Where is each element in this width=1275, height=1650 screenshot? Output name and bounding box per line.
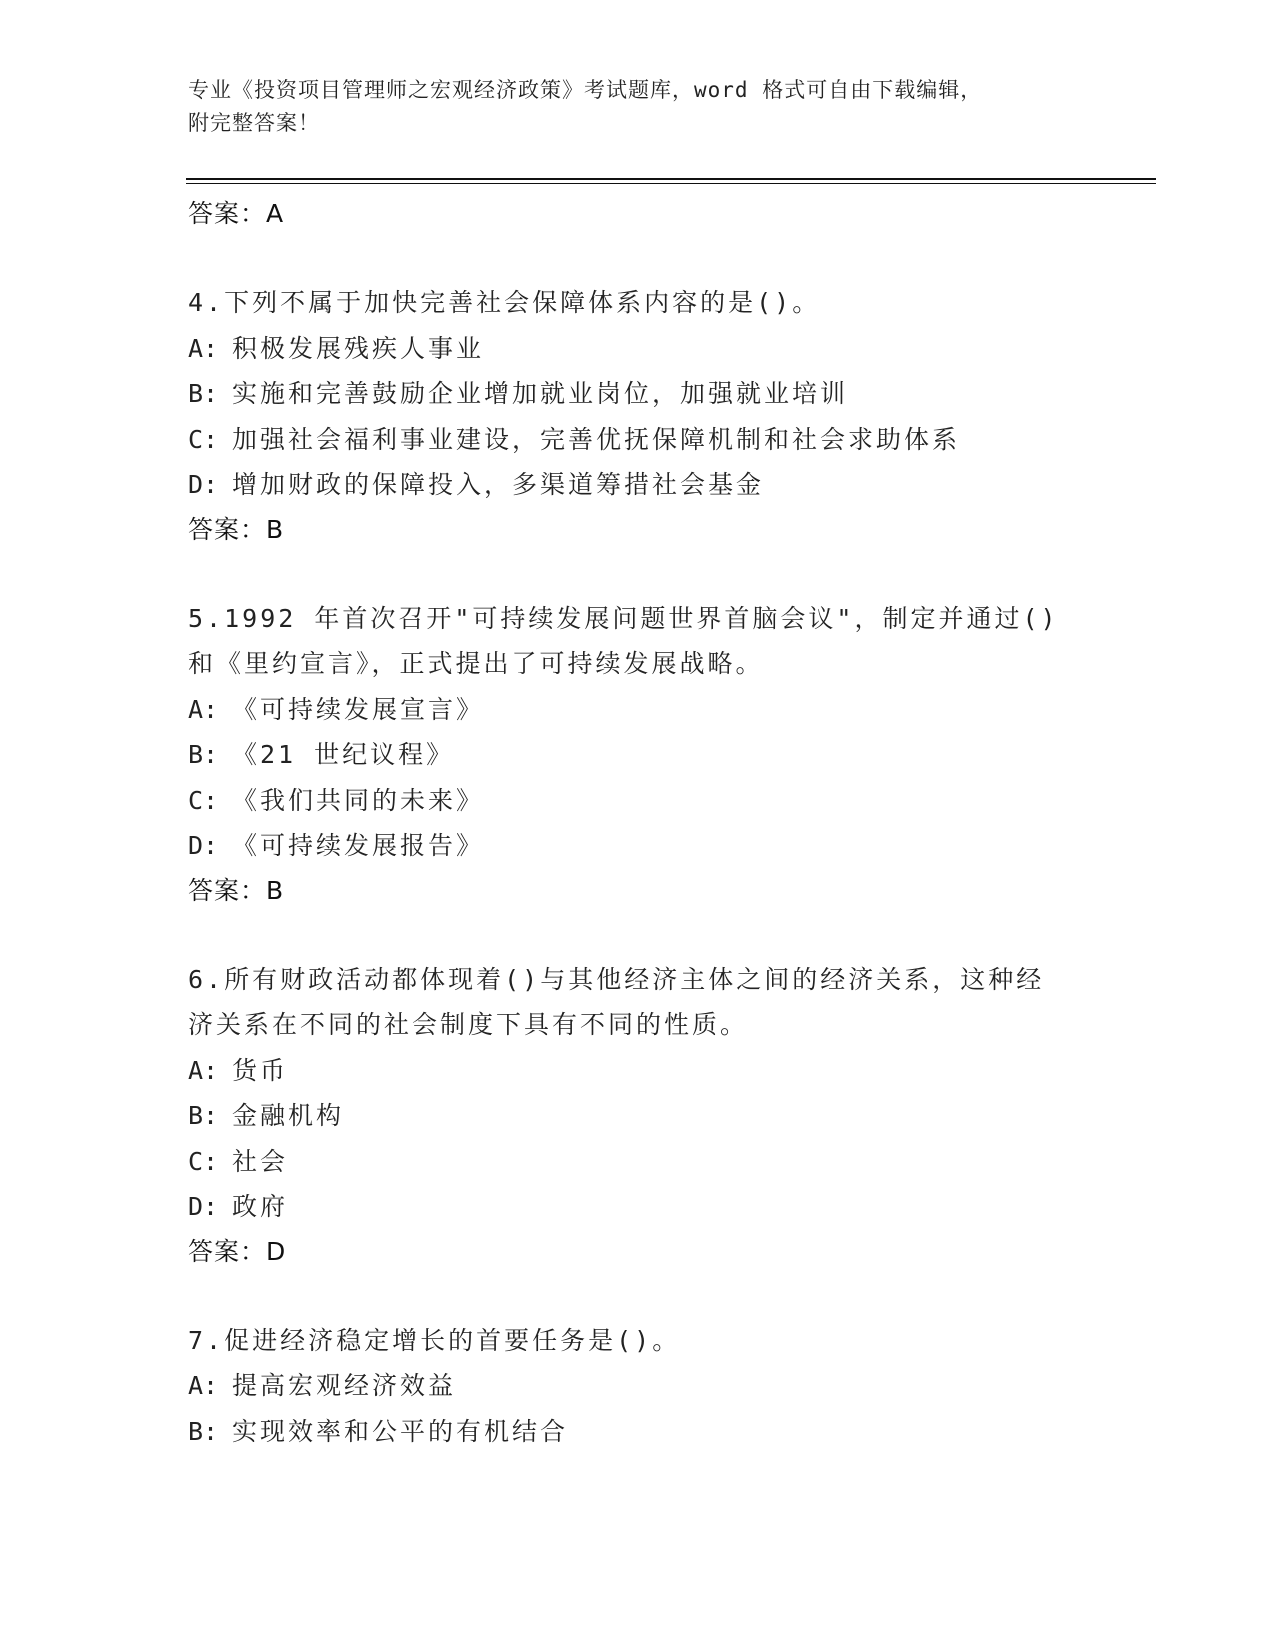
question-text: 5.1992 年首次召开"可持续发展问题世界首脑会议"，制定并通过()和《里约宣言》，正式提出了可持续发展战略。	[188, 603, 1059, 678]
header-line-1: 专业《投资项目管理师之宏观经济政策》考试题库，word 格式可自由下载编辑，	[188, 78, 983, 102]
question-item	[188, 1318, 1108, 1455]
option-letter: C:	[188, 1146, 219, 1176]
option-text: 《21 世纪议程》	[232, 740, 455, 769]
option-text: 《可持续发展报告》	[232, 831, 485, 860]
option-text: 《可持续发展宣言》	[232, 694, 485, 724]
option-text: 货币	[232, 1055, 289, 1085]
option-letter: B:	[188, 740, 219, 769]
document-header	[188, 74, 1088, 140]
option-letter: D:	[188, 470, 219, 499]
option-text: 增加财政的保障投入，多渠道筹措社会基金	[232, 470, 765, 499]
header-line-2: 附完整答案！	[188, 111, 320, 135]
option-letter: D:	[188, 1192, 219, 1221]
question-item	[188, 957, 1108, 1274]
header-rule-thin	[186, 183, 1156, 184]
answer-line: 答案：D	[188, 1236, 287, 1266]
option-item	[188, 823, 1108, 869]
question-item	[188, 596, 1108, 913]
option-item	[188, 1139, 1108, 1185]
option-item	[188, 1363, 1108, 1409]
option-item	[188, 1184, 1108, 1230]
option-item	[188, 417, 1108, 463]
question-text: 4.下列不属于加快完善社会保障体系内容的是()。	[188, 288, 821, 317]
question-text: 6.所有财政活动都体现着()与其他经济主体之间的经济关系，这种经济关系在不同的社会制度下具有不同的性质。	[188, 964, 1045, 1039]
option-letter: C:	[188, 785, 219, 815]
question-item	[188, 280, 1108, 552]
option-text: 积极发展残疾人事业	[232, 333, 485, 363]
option-letter: B:	[188, 1101, 219, 1130]
option-item	[188, 326, 1108, 372]
answer-line: 答案：A	[188, 199, 285, 228]
option-letter: C:	[188, 424, 219, 454]
option-text: 提高宏观经济效益	[232, 1371, 457, 1400]
option-letter: D:	[188, 831, 219, 860]
option-letter: A:	[188, 333, 219, 363]
option-item	[188, 1093, 1108, 1139]
option-letter: B:	[188, 1416, 219, 1446]
option-item	[188, 687, 1108, 733]
option-text: 实现效率和公平的有机结合	[232, 1416, 569, 1446]
option-item	[188, 1048, 1108, 1094]
option-letter: A:	[188, 694, 219, 724]
answer-line: 答案：B	[188, 514, 285, 544]
option-item	[188, 371, 1108, 417]
option-text: 实施和完善鼓励企业增加就业岗位，加强就业培训	[232, 379, 849, 408]
option-item	[188, 732, 1108, 778]
question-text: 7.促进经济稳定增长的首要任务是()。	[188, 1325, 681, 1355]
option-text: 社会	[232, 1146, 289, 1176]
option-letter: B:	[188, 379, 219, 408]
option-text: 加强社会福利事业建设，完善优抚保障机制和社会求助体系	[232, 424, 961, 454]
option-text: 金融机构	[232, 1101, 345, 1130]
answer-line: 答案：B	[188, 875, 285, 905]
header-rule-thick	[186, 178, 1156, 180]
option-letter: A:	[188, 1371, 219, 1400]
option-text: 政府	[232, 1192, 289, 1221]
option-text: 《我们共同的未来》	[232, 785, 485, 815]
option-item	[188, 462, 1108, 508]
question-list	[188, 192, 1108, 1454]
option-letter: A:	[188, 1055, 219, 1085]
option-item	[188, 778, 1108, 824]
option-item	[188, 1409, 1108, 1455]
